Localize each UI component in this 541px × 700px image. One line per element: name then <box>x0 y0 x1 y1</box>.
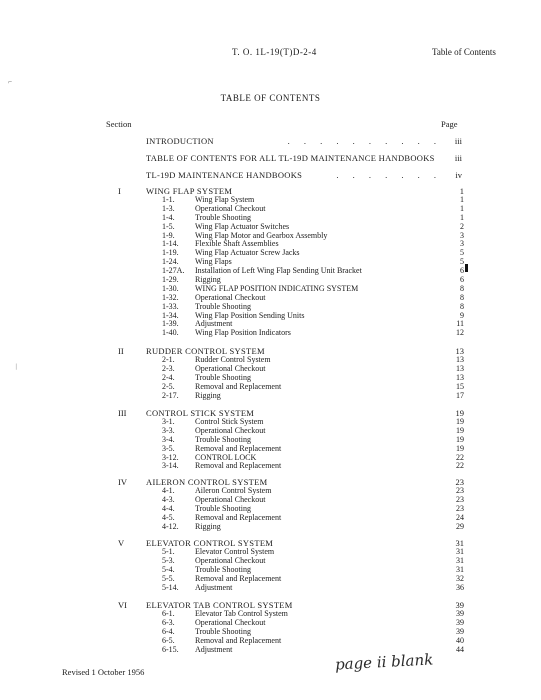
entry-page: 24 <box>456 512 464 522</box>
entry-page: 6 <box>460 275 464 285</box>
column-header-section: Section <box>106 119 132 129</box>
toc-entry <box>0 248 541 257</box>
entry-number: 1-4. <box>162 212 175 222</box>
entry-number: 6-5. <box>162 635 175 645</box>
entry-page: 19 <box>456 417 464 426</box>
entry-number: 1-30. <box>162 283 179 293</box>
toc-entry <box>0 636 541 645</box>
entry-title: Rigging <box>195 275 221 285</box>
entry-title: Rigging <box>195 390 221 400</box>
entry-page: 1 <box>460 212 464 222</box>
entry-page: 8 <box>460 283 464 293</box>
entry-page: 15 <box>456 381 464 391</box>
column-header-page: Page <box>441 119 458 129</box>
toc-entry <box>0 266 541 275</box>
entry-page: 8 <box>460 292 464 302</box>
entry-title: Trouble Shooting <box>195 434 251 444</box>
entry-page: 22 <box>456 452 464 462</box>
section-entries <box>0 547 541 591</box>
toc-entry <box>0 565 541 574</box>
entry-number: 3-12. <box>162 452 179 462</box>
toc-entry <box>0 355 541 364</box>
margin-mark: ⌐ <box>8 78 12 86</box>
toc-intro-title: TABLE OF CONTENTS FOR ALL TL-19D MAINTENANCE HANDBOOKS <box>146 153 435 163</box>
section-entries <box>0 417 541 470</box>
header-doc-id: T. O. 1L-19(T)D-2-4 <box>232 47 317 57</box>
entry-page: 1 <box>460 203 464 213</box>
toc-entry <box>0 495 541 504</box>
entry-title: Removal and Replacement <box>195 512 282 522</box>
entry-page: 39 <box>456 617 464 627</box>
section-number: III <box>118 408 127 418</box>
entry-page: 22 <box>456 461 464 471</box>
section-title: AILERON CONTROL SYSTEM <box>146 477 268 487</box>
toc-entry <box>0 574 541 583</box>
entry-page: 3 <box>460 230 464 240</box>
entry-title: WING FLAP POSITION INDICATING SYSTEM <box>195 283 359 293</box>
toc-entry <box>0 311 541 320</box>
entry-title: Adjustment <box>195 582 233 592</box>
section-page: 1 <box>459 186 464 196</box>
toc-entry <box>0 213 541 222</box>
entry-page: 39 <box>456 609 464 618</box>
section-title: RUDDER CONTROL SYSTEM <box>146 346 265 356</box>
section-number: II <box>118 346 124 356</box>
entry-title: Trouble Shooting <box>195 626 251 636</box>
entry-title: Operational Checkout <box>195 617 266 627</box>
entry-page: 23 <box>456 494 464 504</box>
entry-page: 31 <box>456 555 464 565</box>
entry-title: Wing Flaps <box>195 257 232 267</box>
toc-entry <box>0 391 541 400</box>
margin-mark: ᛁ <box>14 363 19 371</box>
entry-number: 3-5. <box>162 443 175 453</box>
entry-title: Control Stick System <box>195 417 264 426</box>
entry-number: 5-5. <box>162 573 175 583</box>
toc-intro-title: INTRODUCTION <box>146 136 214 146</box>
entry-number: 2-4. <box>162 372 175 382</box>
entry-page: 6 <box>460 266 464 276</box>
section-page: 19 <box>455 408 464 418</box>
toc-entry <box>0 364 541 373</box>
entry-page: 32 <box>456 573 464 583</box>
entry-page: 8 <box>460 301 464 311</box>
toc-intro-title: TL-19D MAINTENANCE HANDBOOKS <box>146 170 303 180</box>
toc-intro-page: iii <box>454 153 462 163</box>
entry-title: Rudder Control System <box>195 355 271 364</box>
toc-entry <box>0 461 541 470</box>
entry-page: 44 <box>456 644 464 654</box>
entry-title: Removal and Replacement <box>195 461 282 471</box>
entry-title: Operational Checkout <box>195 363 266 373</box>
entry-number: 1-33. <box>162 301 179 311</box>
entry-page: 1 <box>460 195 464 204</box>
toc-entry <box>0 284 541 293</box>
section-number: I <box>118 186 121 196</box>
section-page: 23 <box>455 477 464 487</box>
section-title: ELEVATOR TAB CONTROL SYSTEM <box>146 600 293 610</box>
toc-entry <box>0 618 541 627</box>
entry-title: Wing Flap Actuator Switches <box>195 221 290 231</box>
entry-title: Operational Checkout <box>195 555 266 565</box>
section-number: VI <box>118 600 127 610</box>
handwritten-note: page ii blank <box>334 650 434 674</box>
entry-title: Operational Checkout <box>195 425 266 435</box>
entry-number: 5-4. <box>162 564 175 574</box>
toc-entry <box>0 373 541 382</box>
section-title: CONTROL STICK SYSTEM <box>146 408 255 418</box>
entry-number: 1-34. <box>162 310 179 320</box>
toc-entry <box>0 583 541 592</box>
entry-page: 19 <box>456 434 464 444</box>
entry-page: 19 <box>456 443 464 453</box>
entry-number: 6-4. <box>162 626 175 636</box>
entry-page: 13 <box>456 363 464 373</box>
toc-entry <box>0 513 541 522</box>
toc-entry <box>0 257 541 266</box>
entry-number: 3-4. <box>162 434 175 444</box>
toc-entry <box>0 522 541 531</box>
entry-number: 2-3. <box>162 363 175 373</box>
entry-title: Trouble Shooting <box>195 503 251 513</box>
entry-title: Wing Flap Actuator Screw Jacks <box>195 248 300 258</box>
entry-number: 1-27A. <box>162 266 185 276</box>
entry-number: 3-3. <box>162 425 175 435</box>
entry-title: Wing Flap System <box>195 195 255 204</box>
toc-entry <box>0 627 541 636</box>
entry-title: Wing Flap Motor and Gearbox Assembly <box>195 230 328 240</box>
section-entries <box>0 486 541 530</box>
section-number: V <box>118 538 125 548</box>
entry-number: 1-24. <box>162 257 179 267</box>
toc-entry <box>0 453 541 462</box>
toc-entry <box>0 293 541 302</box>
entry-number: 5-14. <box>162 582 179 592</box>
entry-title: Rigging <box>195 521 221 531</box>
entry-number: 1-5. <box>162 221 175 231</box>
entry-title: Removal and Replacement <box>195 381 282 391</box>
entry-title: Trouble Shooting <box>195 372 251 382</box>
entry-page: 29 <box>456 521 464 531</box>
toc-entry <box>0 417 541 426</box>
header-section-label: Table of Contents <box>432 47 496 57</box>
entry-page: 5 <box>460 248 464 258</box>
toc-entry <box>0 444 541 453</box>
toc-entry <box>0 382 541 391</box>
entry-page: 5 <box>460 257 464 267</box>
entry-title: Elevator Control System <box>195 547 275 556</box>
entry-number: 1-39. <box>162 319 179 329</box>
section-page: 31 <box>455 538 464 548</box>
entry-number: 3-14. <box>162 461 179 471</box>
entry-number: 5-3. <box>162 555 175 565</box>
entry-title: Operational Checkout <box>195 292 266 302</box>
toc-entry <box>0 195 541 204</box>
entry-page: 12 <box>456 328 464 338</box>
dot-leader: . . . . . . . . . . <box>287 136 442 146</box>
entry-page: 23 <box>456 503 464 513</box>
toc-entry <box>0 609 541 618</box>
entry-title: Adjustment <box>195 644 233 654</box>
entry-number: 4-1. <box>162 486 175 495</box>
entry-title: Wing Flap Position Sending Units <box>195 310 305 320</box>
entry-title: Removal and Replacement <box>195 573 282 583</box>
entry-title: Operational Checkout <box>195 203 266 213</box>
toc-entry <box>0 319 541 328</box>
toc-entry <box>0 231 541 240</box>
entry-number: 1-40. <box>162 328 179 338</box>
toc-entry <box>0 426 541 435</box>
entry-title: CONTROL LOCK <box>195 452 257 462</box>
entry-page: 23 <box>456 486 464 495</box>
entry-page: 2 <box>460 221 464 231</box>
section-entries <box>0 609 541 653</box>
entry-number: 1-19. <box>162 248 179 258</box>
section-entries <box>0 195 541 337</box>
section-page: 13 <box>455 346 464 356</box>
entry-page: 13 <box>456 372 464 382</box>
entry-page: 3 <box>460 239 464 249</box>
toc-entry <box>0 556 541 565</box>
entry-number: 3-1. <box>162 417 175 426</box>
toc-intro-page: iii <box>454 136 462 146</box>
entry-title: Aileron Control System <box>195 486 272 495</box>
entry-number: 1-32. <box>162 292 179 302</box>
entry-number: 1-29. <box>162 275 179 285</box>
toc-entry <box>0 328 541 337</box>
entry-number: 1-9. <box>162 230 175 240</box>
entry-page: 11 <box>456 319 464 329</box>
entry-number: 6-15. <box>162 644 179 654</box>
toc-entry <box>0 302 541 311</box>
toc-entry <box>0 504 541 513</box>
section-number: IV <box>118 477 127 487</box>
entry-page: 9 <box>460 310 464 320</box>
section-title: WING FLAP SYSTEM <box>146 186 233 196</box>
entry-title: Flexible Shaft Assemblies <box>195 239 279 249</box>
toc-entry <box>0 435 541 444</box>
entry-page: 36 <box>456 582 464 592</box>
entry-number: 2-17. <box>162 390 179 400</box>
entry-number: 4-3. <box>162 494 175 504</box>
entry-number: 4-4. <box>162 503 175 513</box>
entry-number: 4-5. <box>162 512 175 522</box>
entry-number: 1-14. <box>162 239 179 249</box>
entry-number: 2-5. <box>162 381 175 391</box>
entry-title: Trouble Shooting <box>195 301 251 311</box>
entry-title: Removal and Replacement <box>195 635 282 645</box>
page-title: TABLE OF CONTENTS <box>220 93 321 103</box>
toc-entry <box>0 222 541 231</box>
entry-page: 31 <box>456 564 464 574</box>
entry-title: Removal and Replacement <box>195 443 282 453</box>
toc-entry <box>0 486 541 495</box>
toc-entry <box>0 547 541 556</box>
entry-title: Operational Checkout <box>195 494 266 504</box>
entry-page: 13 <box>456 355 464 364</box>
dot-leader: . . . . . . . <box>336 170 442 180</box>
toc-entry <box>0 645 541 654</box>
entry-title: Trouble Shooting <box>195 212 251 222</box>
entry-number: 5-1. <box>162 547 175 556</box>
entry-number: 4-12. <box>162 521 179 531</box>
entry-page: 39 <box>456 626 464 636</box>
entry-title: Installation of Left Wing Flap Sending Unit Bracket <box>195 266 362 276</box>
toc-entry <box>0 239 541 248</box>
entry-page: 19 <box>456 425 464 435</box>
section-page: 39 <box>455 600 464 610</box>
entry-page: 17 <box>456 390 464 400</box>
entry-page: 40 <box>456 635 464 645</box>
revision-bar <box>465 264 468 272</box>
entry-number: 1-1. <box>162 195 175 204</box>
toc-intro-page: iv <box>455 170 462 180</box>
entry-title: Wing Flap Position Indicators <box>195 328 291 338</box>
entry-title: Adjustment <box>195 319 233 329</box>
toc-entry <box>0 275 541 284</box>
entry-number: 6-1. <box>162 609 175 618</box>
entry-number: 6-3. <box>162 617 175 627</box>
entry-page: 31 <box>456 547 464 556</box>
entry-title: Trouble Shooting <box>195 564 251 574</box>
entry-number: 1-3. <box>162 203 175 213</box>
entry-title: Elevator Tab Control System <box>195 609 288 618</box>
revision-footer: Revised 1 October 1956 <box>62 667 145 677</box>
section-entries <box>0 355 541 399</box>
section-title: ELEVATOR CONTROL SYSTEM <box>146 538 274 548</box>
toc-entry <box>0 204 541 213</box>
entry-number: 2-1. <box>162 355 175 364</box>
